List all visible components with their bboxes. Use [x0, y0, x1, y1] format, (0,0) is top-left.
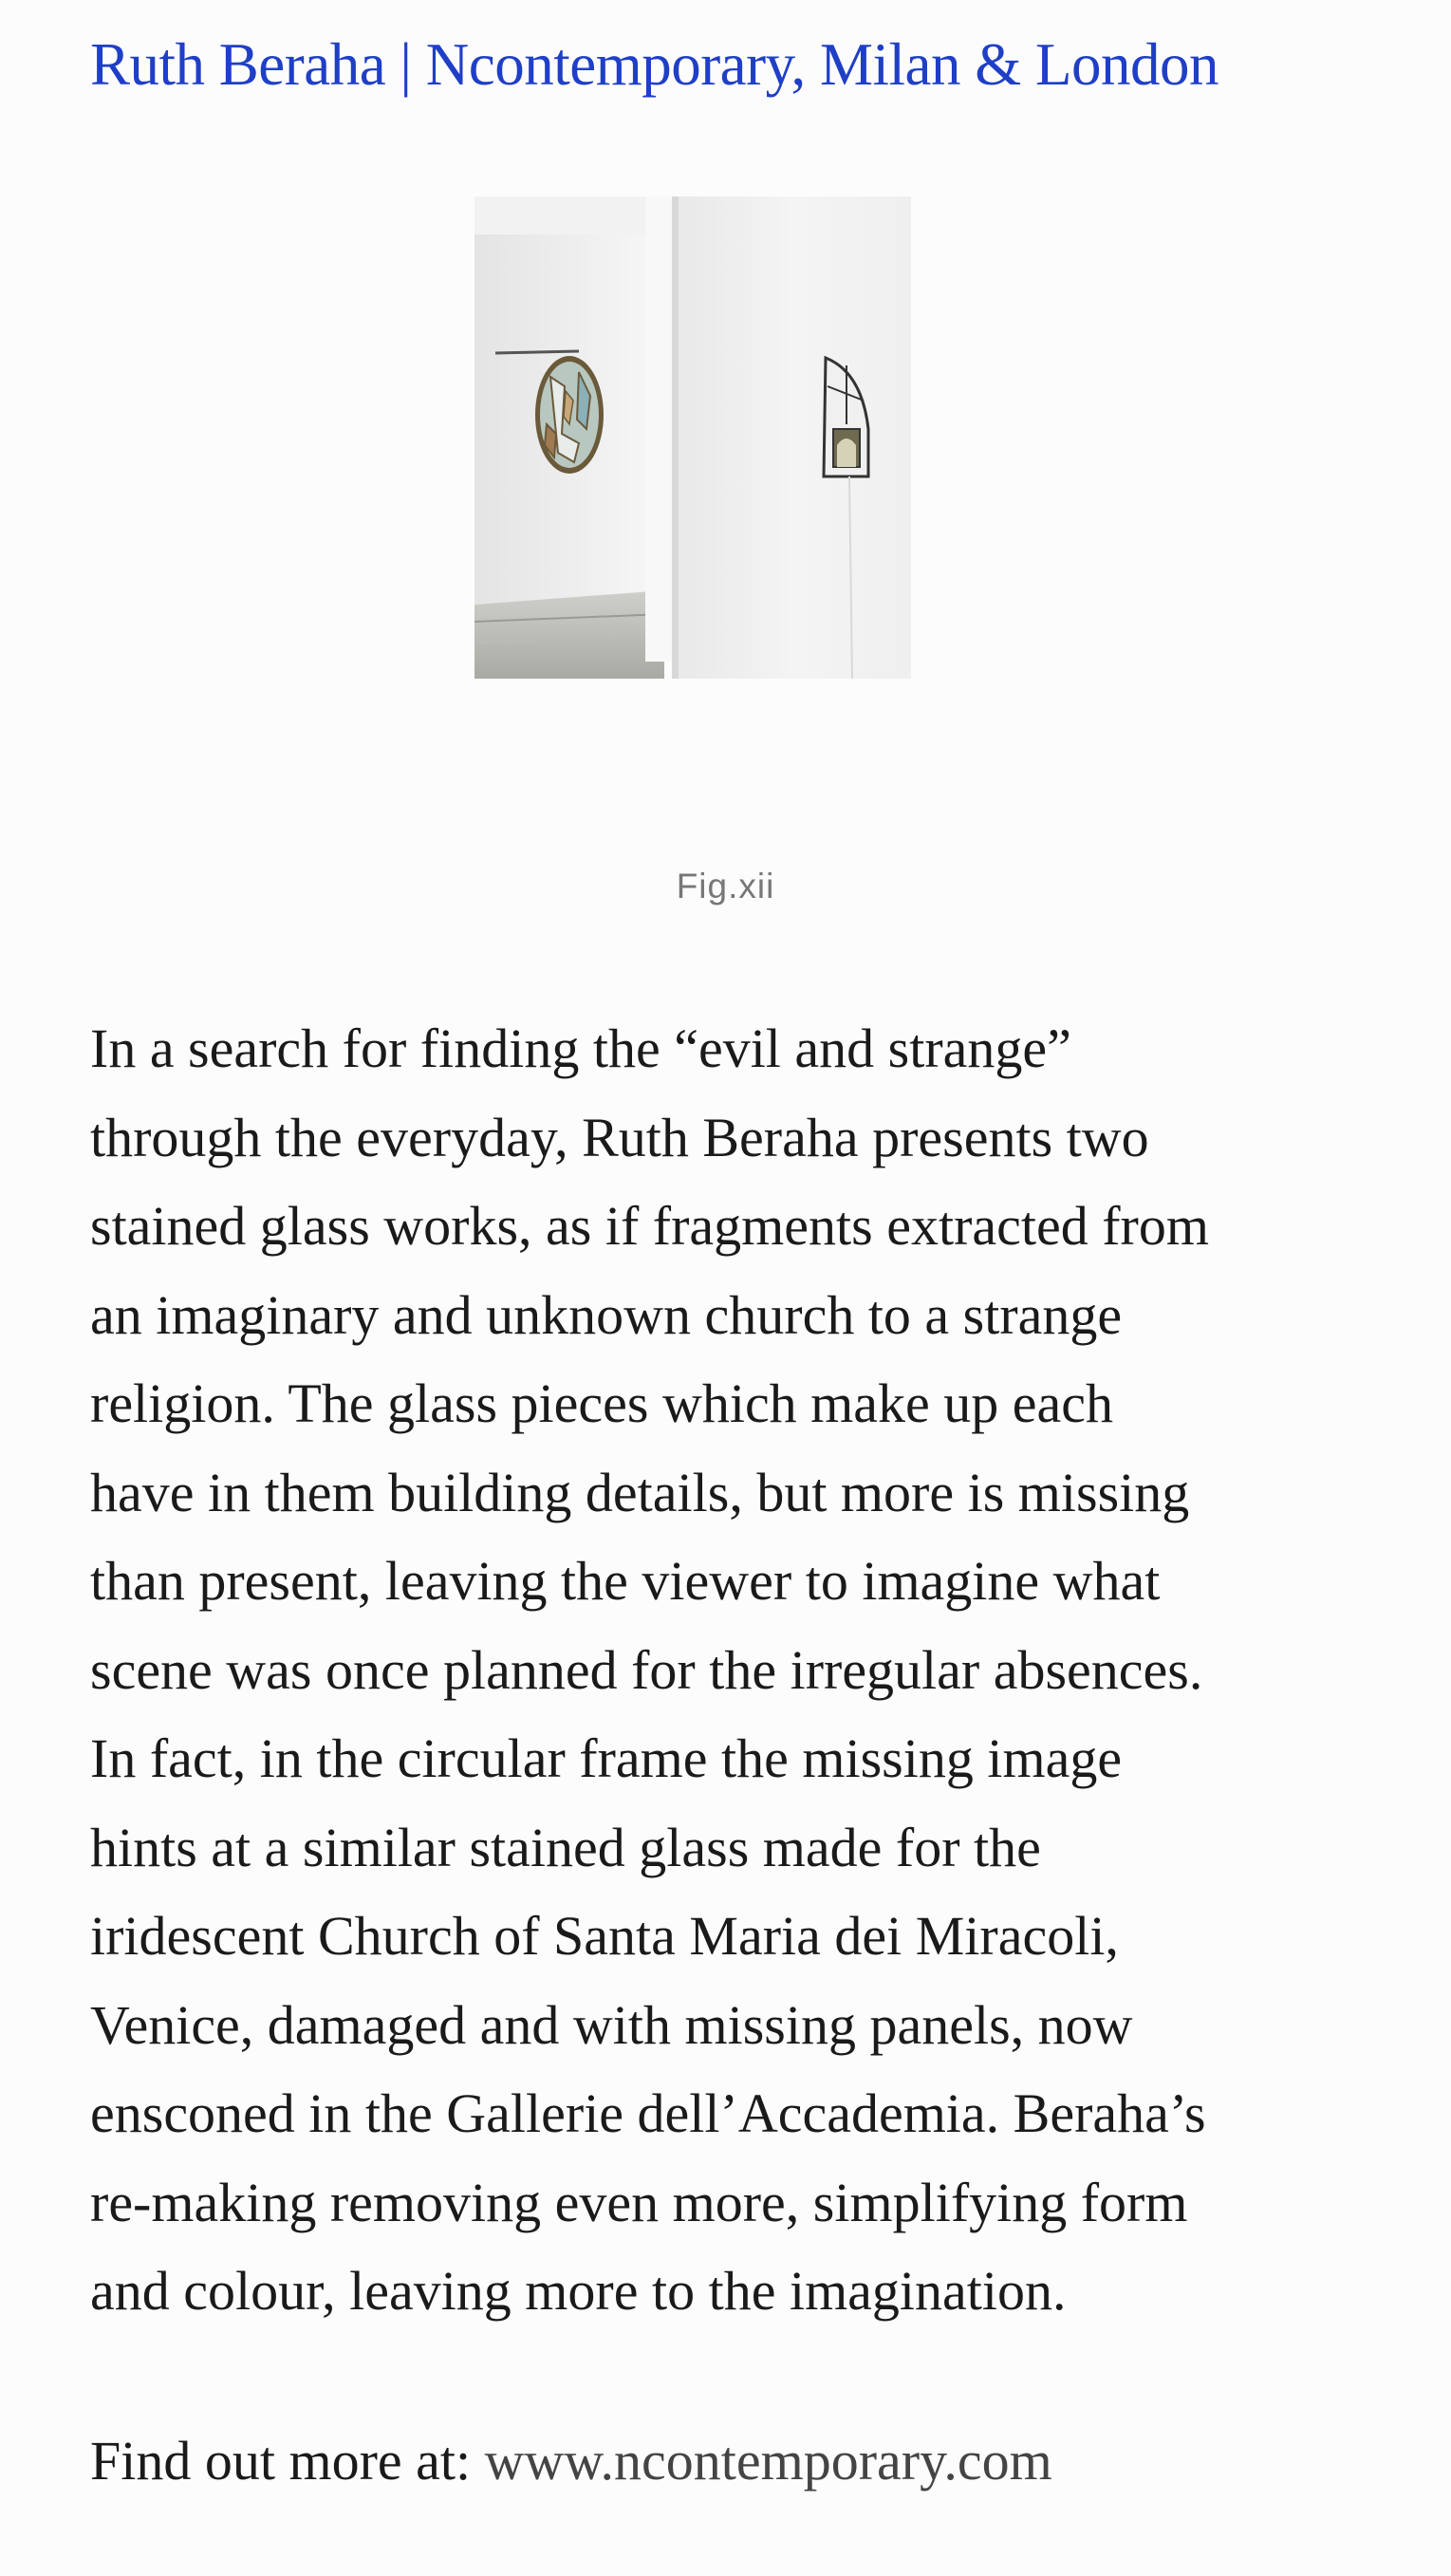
footer-find-out-more [90, 2423, 1052, 2499]
article-body [90, 1004, 1400, 2336]
footer-prefix: Find out more at: [90, 2430, 485, 2492]
body-line: stained glass works, as if fragments extracted from [90, 1195, 1209, 1257]
body-line: and colour, leaving more to the imagination. [90, 2260, 1067, 2322]
body-line: hints at a similar stained glass made for the [90, 1816, 1041, 1878]
body-line: Venice, damaged and with missing panels, now [90, 1993, 1133, 2056]
body-line: iridescent Church of Santa Maria dei Miracoli, [90, 1905, 1119, 1967]
body-line: an imaginary and unknown church to a strange [90, 1283, 1123, 1346]
body-line: scene was once planned for the irregular absences. [90, 1638, 1203, 1701]
body-line: In a search for finding the “evil and strange” [90, 1017, 1071, 1079]
body-line: through the everyday, Ruth Beraha presents two [90, 1106, 1149, 1168]
gallery-website-link[interactable]: www.ncontemporary.com [484, 2430, 1052, 2492]
body-line: re-making removing even more, simplifying form [90, 2171, 1188, 2233]
body-line: have in them building details, but more is missing [90, 1461, 1190, 1523]
body-line: religion. The glass pieces which make up each [90, 1372, 1114, 1434]
figure-caption: Fig.xii [676, 867, 775, 905]
article-title-link[interactable]: Ruth Beraha | Ncontemporary, Milan & London [90, 31, 1219, 98]
body-line: In fact, in the circular frame the missing image [90, 1727, 1123, 1789]
body-line: ensconed in the Gallerie dell’Accademia. Beraha’s [90, 2082, 1206, 2144]
body-line: than present, leaving the viewer to imagine what [90, 1550, 1161, 1612]
gallery-photo [474, 196, 911, 679]
